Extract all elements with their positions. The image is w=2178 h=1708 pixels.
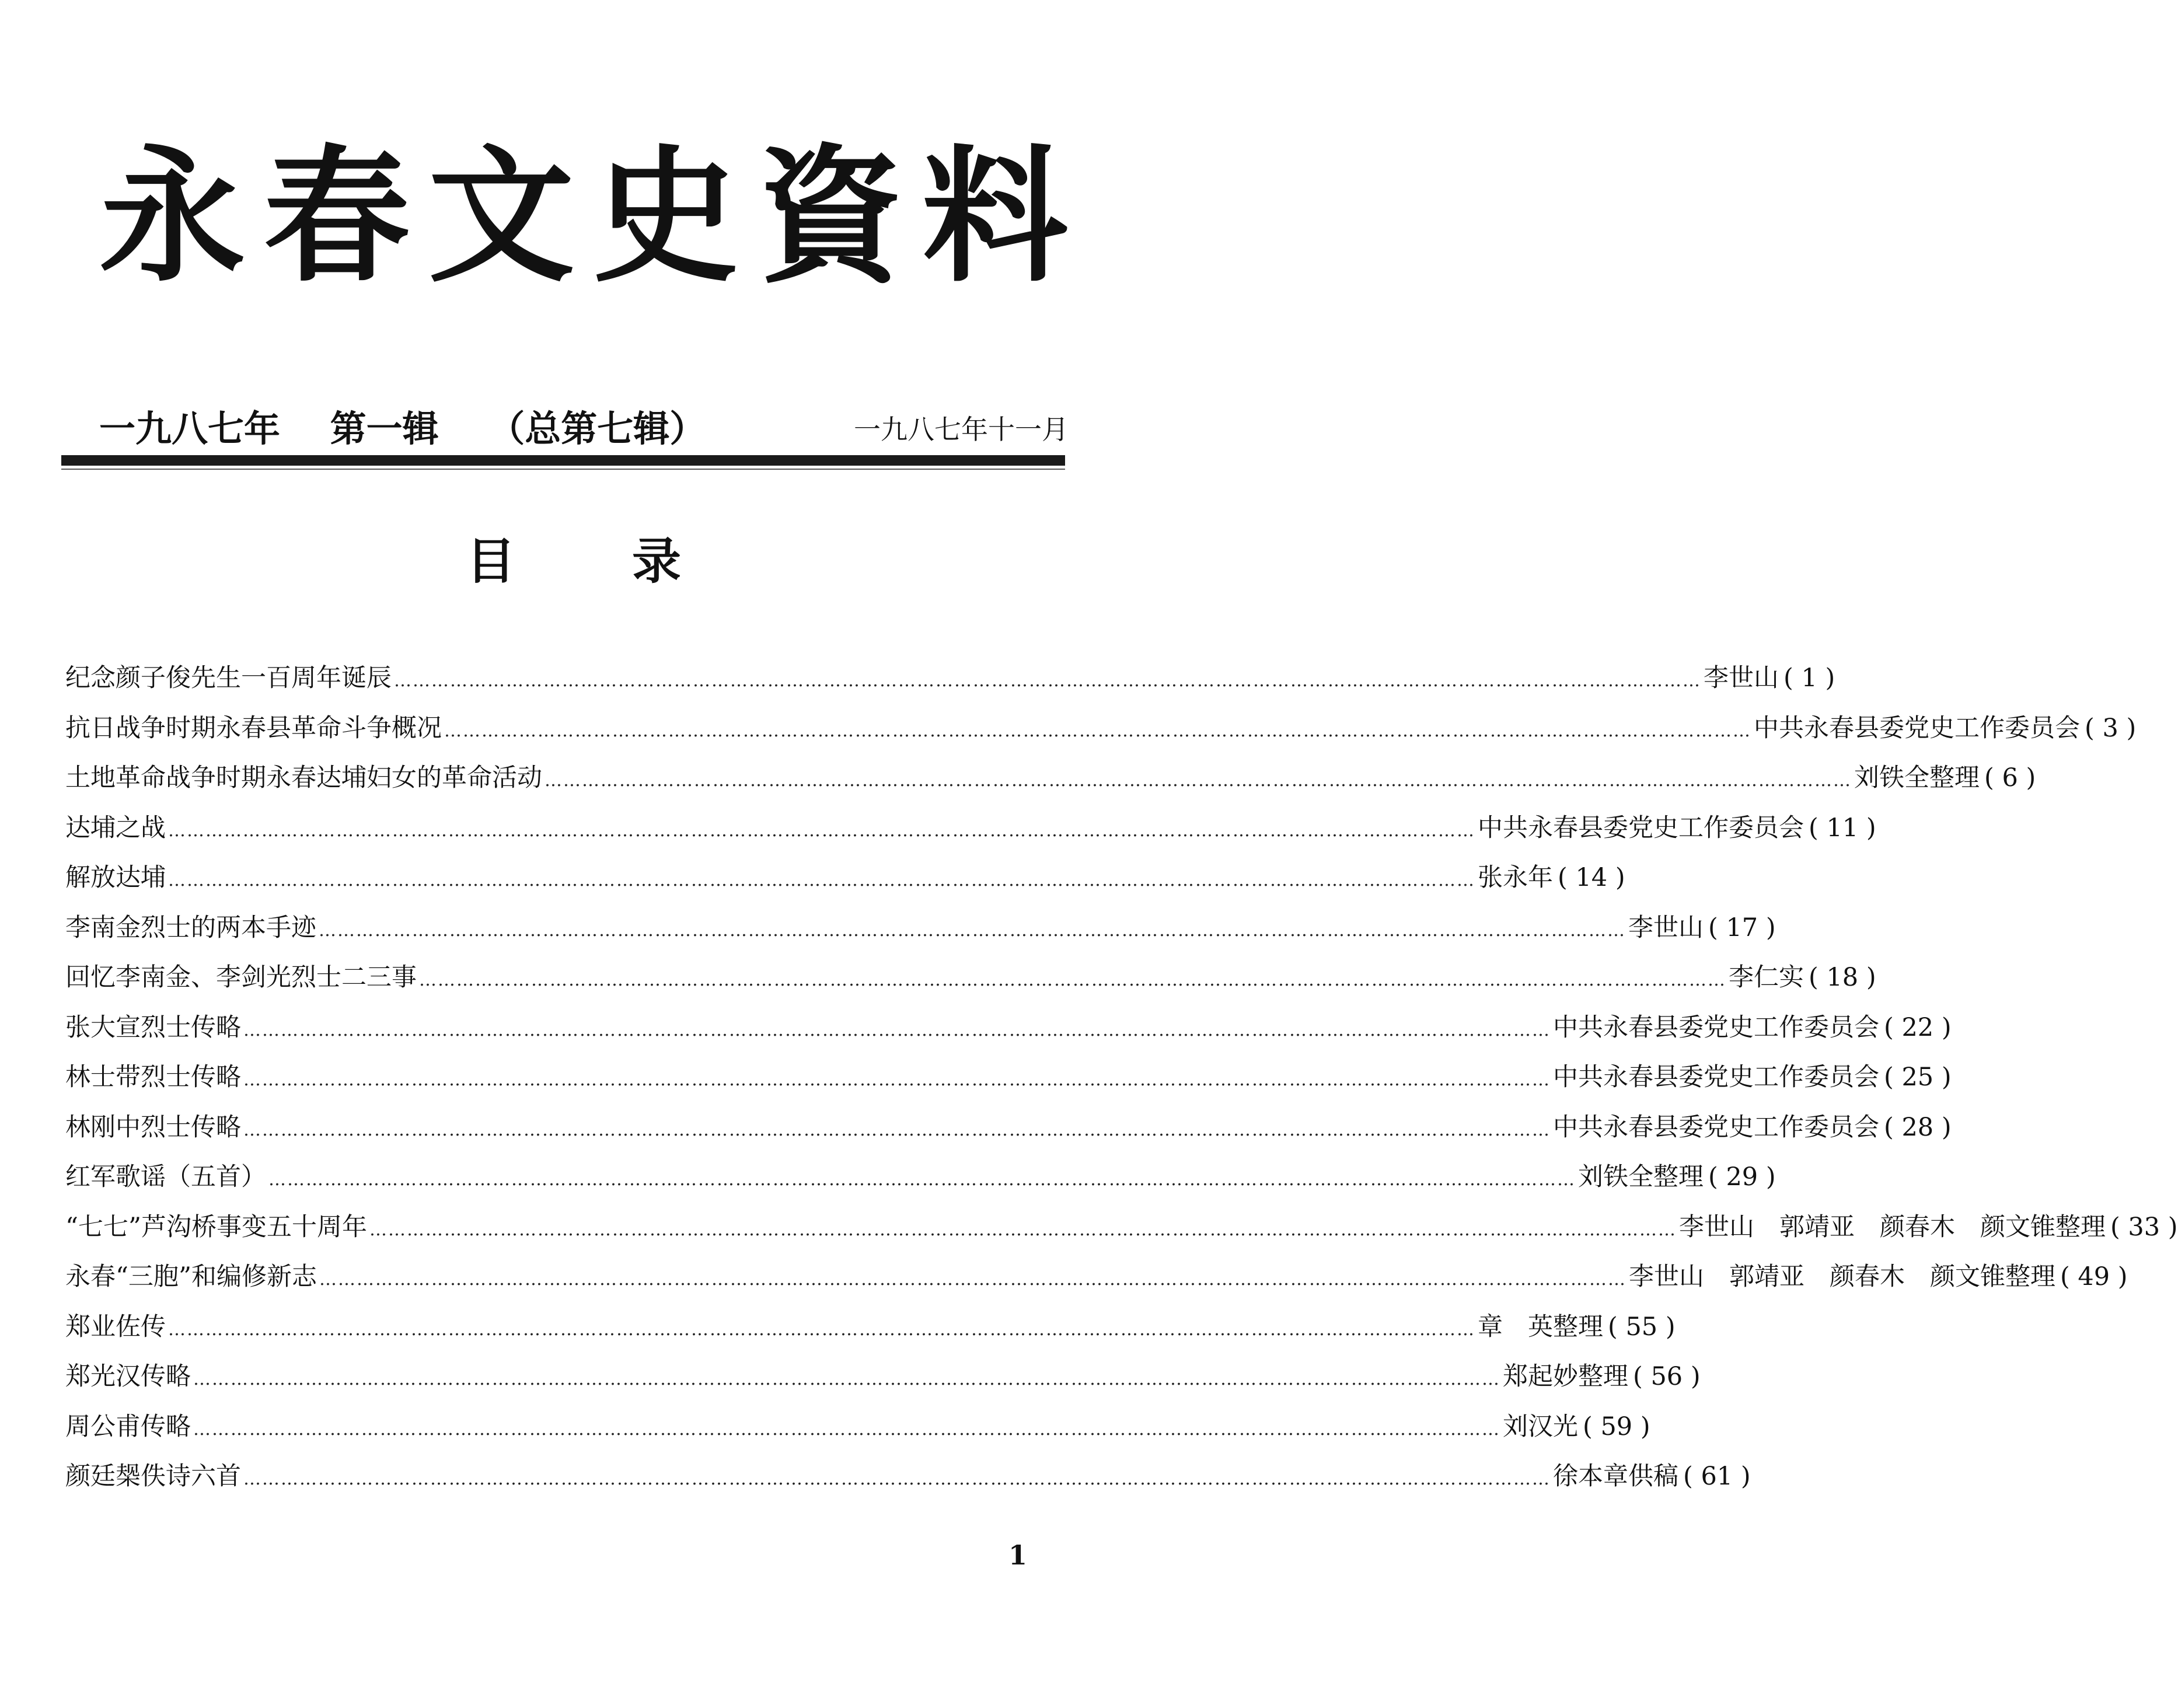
toc-entry-author: 郑起妙整理 bbox=[1503, 1362, 1628, 1391]
toc-leader-dots: ………………………………………………………………………………………………………………………………………………………………………………………… bbox=[243, 1070, 1551, 1090]
toc-entry-page: ( 59 ) bbox=[1583, 1412, 1650, 1441]
toc-leader-dots: ………………………………………………………………………………………………………………………………………………………………………………………… bbox=[394, 670, 1701, 691]
toc-entry-author: 章 英整理 bbox=[1478, 1312, 1603, 1342]
toc-entry[interactable] bbox=[65, 1157, 1776, 1207]
publication-date: 一九八七年十一月 bbox=[854, 414, 1069, 445]
issue-total-volume: （总第七辑） bbox=[488, 407, 706, 450]
toc-entry-title: 林士带烈士传略 bbox=[65, 1063, 241, 1092]
toc-entry-page: ( 3 ) bbox=[2085, 713, 2137, 743]
toc-entry[interactable] bbox=[65, 1207, 2178, 1258]
toc-leader-dots: ………………………………………………………………………………………………………………………………………………………………………………………… bbox=[193, 1419, 1500, 1440]
toc-entry-page: ( 55 ) bbox=[1608, 1312, 1676, 1342]
toc-entry-author: 中共永春县委党史工作委员会 bbox=[1478, 813, 1804, 843]
toc-entry-title: 林刚中烈士传略 bbox=[65, 1112, 241, 1142]
issue-line bbox=[99, 400, 743, 452]
toc-leader-dots: ………………………………………………………………………………………………………………………………………………………………………………………… bbox=[168, 870, 1475, 890]
toc-entry-title: 土地革命战争时期永春达埔妇女的革命活动 bbox=[65, 763, 542, 792]
toc-entry[interactable] bbox=[65, 908, 1776, 958]
toc-leader-dots: ………………………………………………………………………………………………………………………………………………………………………………………… bbox=[419, 970, 1726, 990]
toc-leader-dots: ………………………………………………………………………………………………………………………………………………………………………………………… bbox=[193, 1369, 1500, 1389]
toc-entry-title: 郑光汉传略 bbox=[65, 1362, 191, 1391]
toc-entry-author: 中共永春县委党史工作委员会 bbox=[1754, 713, 2080, 743]
toc-leader-dots: ………………………………………………………………………………………………………………………………………………………………………………………… bbox=[544, 770, 1852, 791]
toc-entry-author: 李世山 郭靖亚 颜春木 颜文锥整理 bbox=[1678, 1212, 2106, 1242]
masthead-char: 春 bbox=[264, 130, 410, 302]
toc-entry[interactable] bbox=[65, 708, 2137, 759]
toc-entry[interactable] bbox=[65, 658, 1835, 708]
toc-entry-page: ( 6 ) bbox=[1984, 763, 2036, 792]
toc-entry-page: ( 56 ) bbox=[1633, 1362, 1701, 1391]
toc-entry-title: 达埔之战 bbox=[65, 813, 166, 843]
masthead-char: 史 bbox=[593, 130, 739, 302]
toc-leader-dots: ………………………………………………………………………………………………………………………………………………………………………………………… bbox=[369, 1219, 1677, 1240]
toc-entry-author: 刘铁全整理 bbox=[1854, 763, 1980, 792]
toc-leader-dots: ………………………………………………………………………………………………………………………………………………………………………………………… bbox=[168, 1319, 1475, 1340]
masthead-char: 永 bbox=[99, 130, 245, 302]
toc-leader-dots: ………………………………………………………………………………………………………………………………………………………………………………………… bbox=[243, 1119, 1551, 1140]
toc-entry-author: 中共永春县委党史工作委员会 bbox=[1553, 1012, 1879, 1042]
masthead-char: 文 bbox=[428, 130, 574, 302]
toc-entry-title: 回忆李南金、李剑光烈士二三事 bbox=[65, 963, 417, 992]
toc-entry-author: 中共永春县委党史工作委员会 bbox=[1553, 1063, 1879, 1092]
toc-entry-author: 张永年 bbox=[1478, 863, 1553, 892]
toc-entry-page: ( 1 ) bbox=[1783, 663, 1835, 693]
toc-leader-dots: ………………………………………………………………………………………………………………………………………………………………………………………… bbox=[444, 720, 1751, 741]
toc-entry-title: 周公甫传略 bbox=[65, 1412, 191, 1441]
toc-entry[interactable] bbox=[65, 808, 1876, 858]
toc-leader-dots: ………………………………………………………………………………………………………………………………………………………………………………………… bbox=[268, 1169, 1576, 1190]
toc-entry[interactable] bbox=[65, 1108, 1952, 1158]
toc-entry-page: ( 25 ) bbox=[1884, 1063, 1952, 1092]
toc-entry-title: 解放达埔 bbox=[65, 863, 166, 892]
toc-entry-author: 刘汉光 bbox=[1503, 1412, 1578, 1441]
toc-entry-page: ( 33 ) bbox=[2110, 1212, 2178, 1242]
toc-entry-page: ( 14 ) bbox=[1558, 863, 1625, 892]
issue-volume: 第一辑 bbox=[330, 407, 439, 450]
issue-year: 一九八七年 bbox=[99, 407, 281, 450]
masthead-char: 料 bbox=[922, 130, 1068, 302]
toc-entry-page: ( 61 ) bbox=[1683, 1462, 1751, 1491]
toc-entry[interactable] bbox=[65, 1407, 1650, 1457]
toc-entry-page: ( 17 ) bbox=[1708, 913, 1776, 942]
toc-leader-dots: ………………………………………………………………………………………………………………………………………………………………………………………… bbox=[243, 1469, 1551, 1489]
toc-entry-author: 徐本章供稿 bbox=[1553, 1462, 1678, 1491]
masthead-calligraphy-title bbox=[99, 111, 1068, 321]
toc-entry-page: ( 29 ) bbox=[1708, 1162, 1776, 1192]
toc-entry[interactable] bbox=[65, 858, 1625, 908]
toc-entry-title: 永春“三胞”和编修新志 bbox=[65, 1262, 317, 1291]
toc-entry-title: “七七”芦沟桥事变五十周年 bbox=[65, 1212, 367, 1242]
toc-entry[interactable] bbox=[65, 1257, 2128, 1307]
page-number: 1 bbox=[1008, 1539, 1028, 1571]
toc-entry-title: 张大宣烈士传略 bbox=[65, 1012, 241, 1042]
header-rule bbox=[61, 455, 1065, 466]
toc-entry[interactable] bbox=[65, 758, 2036, 808]
toc-entry-page: ( 11 ) bbox=[1809, 813, 1876, 843]
toc-entry-author: 刘铁全整理 bbox=[1578, 1162, 1704, 1192]
toc-entry[interactable] bbox=[65, 958, 1876, 1008]
toc-entry-author: 李世山 郭靖亚 颜春木 颜文锥整理 bbox=[1628, 1262, 2055, 1291]
toc-entry-title: 抗日战争时期永春县革命斗争概况 bbox=[65, 713, 442, 743]
toc-entry-title: 颜廷椝佚诗六首 bbox=[65, 1462, 241, 1491]
toc-entry-title: 红军歌谣（五首） bbox=[65, 1162, 266, 1192]
toc-leader-dots: ………………………………………………………………………………………………………………………………………………………………………………………… bbox=[319, 1269, 1626, 1290]
toc-entry[interactable] bbox=[65, 1357, 1701, 1407]
toc-leader-dots: ………………………………………………………………………………………………………………………………………………………………………………………… bbox=[319, 920, 1626, 941]
toc-entry-page: ( 22 ) bbox=[1884, 1012, 1952, 1042]
toc-entry-author: 李世山 bbox=[1628, 913, 1704, 942]
toc-heading: 目录 bbox=[466, 532, 798, 590]
masthead-char: 資 bbox=[758, 130, 903, 302]
toc-entry-author: 李世山 bbox=[1704, 663, 1779, 693]
toc-leader-dots: ………………………………………………………………………………………………………………………………………………………………………………………… bbox=[243, 1019, 1551, 1040]
toc-entry[interactable] bbox=[65, 1307, 1676, 1357]
toc-entry[interactable] bbox=[65, 1008, 1952, 1058]
toc-entry-page: ( 49 ) bbox=[2060, 1262, 2128, 1291]
toc-leader-dots: ………………………………………………………………………………………………………………………………………………………………………………………… bbox=[168, 820, 1475, 841]
toc-entry[interactable] bbox=[65, 1456, 1751, 1507]
toc-entry-title: 郑业佐传 bbox=[65, 1312, 166, 1342]
toc-entry-title: 纪念颜子俊先生一百周年诞辰 bbox=[65, 663, 392, 693]
toc-entry-author: 李仁实 bbox=[1729, 963, 1804, 992]
toc-entry-page: ( 28 ) bbox=[1884, 1112, 1952, 1142]
table-of-contents bbox=[65, 658, 2178, 1507]
toc-entry-page: ( 18 ) bbox=[1809, 963, 1876, 992]
toc-entry-author: 中共永春县委党史工作委员会 bbox=[1553, 1112, 1879, 1142]
header-rule-thin bbox=[61, 469, 1065, 470]
toc-entry[interactable] bbox=[65, 1057, 1952, 1108]
toc-entry-title: 李南金烈士的两本手迹 bbox=[65, 913, 316, 942]
